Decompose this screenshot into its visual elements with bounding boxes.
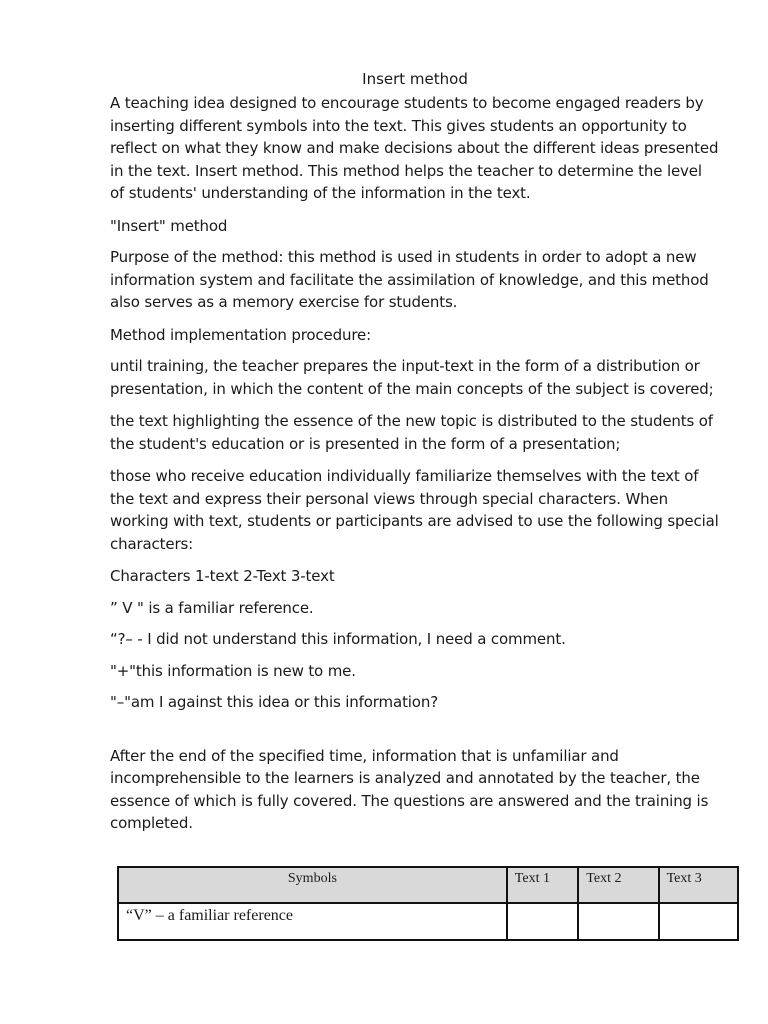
blank-line (110, 723, 720, 745)
table-row (118, 903, 738, 940)
paragraph-intro: A teaching idea designed to encourage students to become engaged readers by inserting different symbols into the text. This gives students an opportunity to reflect on what they know and make decisions about the different ideas presented in the text. Insert method. This method helps the teacher to determine the level of students' understanding of the information in the text. (110, 94, 719, 202)
table-cell-symbol: “V” – a familiar reference (118, 903, 507, 940)
paragraph-procedure-heading: Method implementation procedure: (110, 325, 372, 344)
paragraph-step-2: the text highlighting the essence of the new topic is distributed to the students of the student's education or is presented in the form of a presentation; (110, 412, 713, 453)
table-header-row (118, 867, 738, 903)
paragraph-characters: Characters 1-text 2-Text 3-text (110, 567, 335, 585)
paragraph-symbol-question: “?– - I did not understand this information, I need a comment. (110, 630, 566, 648)
header-text-3: Text 3 (659, 867, 738, 903)
paragraph-purpose: Purpose of the method: this method is used in students in order to adopt a new information system and facilitate the assimilation of knowledge, and this method also serves as a memory exercise for students. (110, 248, 709, 311)
paragraph-symbol-minus: "–"am I against this idea or this information? (110, 693, 439, 711)
header-symbols: Symbols (118, 867, 507, 903)
paragraph-method-name: "Insert" method (110, 216, 228, 235)
paragraph-conclusion: After the end of the specified time, information that is unfamiliar and incomprehensible to the learners is analyzed and annotated by the teacher, the essence of which is fully covered. The questions are answered and the training is completed. (110, 746, 709, 832)
document-body (110, 68, 720, 845)
table-cell-text-1 (507, 903, 578, 940)
symbols-table (117, 866, 739, 941)
document-title: Insert method (362, 70, 468, 88)
table-cell-text-3 (659, 903, 738, 940)
paragraph-symbol-plus: "+"this information is new to me. (110, 661, 356, 680)
paragraph-symbol-v: ” V " is a familiar reference. (110, 598, 314, 617)
paragraph-step-1: until training, the teacher prepares the input-text in the form of a distribution or presentation, in which the content of the main concepts of the subject is covered; (110, 357, 714, 398)
header-text-1: Text 1 (507, 867, 578, 903)
symbols-table-container (117, 866, 739, 941)
table-cell-text-2 (578, 903, 658, 940)
paragraph-step-3: those who receive education individually familiarize themselves with the text of the text and express their personal views through special characters. When working with text, students or participants are advised to use the following special characters: (110, 467, 719, 553)
header-text-2: Text 2 (578, 867, 658, 903)
